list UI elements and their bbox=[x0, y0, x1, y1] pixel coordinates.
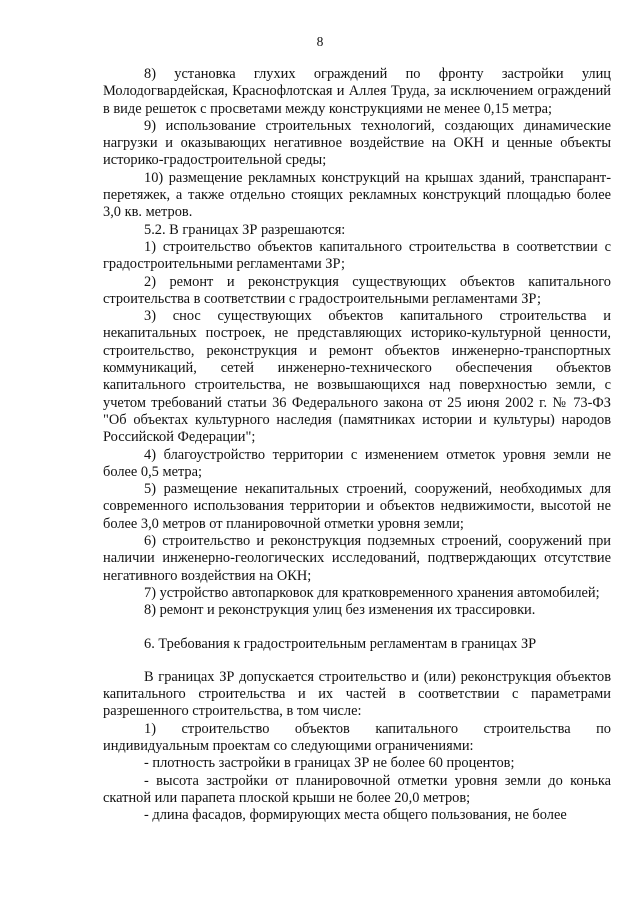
paragraph-allowed-2: 2) ремонт и реконструкция существующих объектов капитального строительства в соответствии с градостроительными регламентами ЗР; bbox=[103, 273, 611, 307]
paragraph-allowed-8: 8) ремонт и реконструкция улиц без изменения их трассировки. bbox=[144, 602, 536, 619]
paragraph-section-6-intro: В границах ЗР допускается строительство и (или) реконструкция объектов капитального строительства и их частей в соответствии с параметрами разрешенного строительства, в том числе: bbox=[103, 668, 611, 720]
paragraph-allowed-6: 6) строительство и реконструкция подземных строений, сооружений при наличии инженерно-геологических исследований, подтверждающих отсутствие негативного воздействия на ОКН; bbox=[103, 533, 611, 584]
paragraph-requirement-1: 1) строительство объектов капитального строительства по индивидуальным проектам со следующими ограничениями: bbox=[103, 720, 611, 754]
paragraph-density-limit: - плотность застройки в границах ЗР не более 60 процентов; bbox=[144, 755, 515, 772]
paragraph-item-8-fences: 8) установка глухих ограждений по фронту застройки улиц Молодогвардейская, Краснофлотская и Аллея Труда, за исключением ограждений в виде решеток с просветами между конструкциями не менее 0,15 метра; bbox=[103, 66, 611, 117]
paragraph-item-10-advertising: 10) размещение рекламных конструкций на крышах зданий, транспарант-перетяжек, а также отдельно стоящих рекламных конструкций площадью более 3,0 кв. метров. bbox=[103, 169, 611, 221]
paragraph-height-limit: - высота застройки от планировочной отметки уровня земли до конька скатной или парапета плоской крыши не более 20,0 метров; bbox=[103, 772, 611, 806]
section-6-heading: 6. Требования к градостроительным регламентам в границах ЗР bbox=[144, 635, 537, 652]
page-number: 8 bbox=[316, 34, 324, 49]
document-body bbox=[103, 66, 611, 824]
paragraph-allowed-1: 1) строительство объектов капитального строительства в соответствии с градостроительными регламентами ЗР; bbox=[103, 238, 611, 273]
paragraph-allowed-7: 7) устройство автопарковок для кратковременного хранения автомобилей; bbox=[144, 584, 600, 601]
paragraph-allowed-4: 4) благоустройство территории с изменением отметок уровня земли не более 0,5 метра; bbox=[103, 446, 611, 480]
paragraph-allowed-5: 5) размещение некапитальных строений, сооружений, необходимых для современного использования территории и объектов недвижимости, высотой не более 3,0 метров от планировочной отметки уровня земли; bbox=[103, 481, 611, 532]
paragraph-section-5-2: 5.2. В границах ЗР разрешаются: bbox=[144, 221, 346, 238]
paragraph-item-9-technologies: 9) использование строительных технологий, создающих динамические нагрузки и оказывающих негативное воздействие на ОКН и ценные объекты историко-градостроительной среды; bbox=[103, 117, 611, 169]
paragraph-allowed-3: 3) снос существующих объектов капитального строительства и некапитальных построек, не представляющих историко-культурной ценности, строительство, реконструкция и ремонт объектов инженерно-транспортных коммуникаций, сетей инженерно-технического обеспечения объектов капитального строительства, не возвышающихся над поверхностью земли, с учетом требований статьи 36 Федерального закона от 25 июня 2002 г. № 73-ФЗ "Об объектах культурного наследия (памятниках истории и культуры) народов Российской Федерации"; bbox=[103, 308, 611, 446]
paragraph-facade-length: - длина фасадов, формирующих места общего пользования, не более bbox=[144, 807, 567, 824]
